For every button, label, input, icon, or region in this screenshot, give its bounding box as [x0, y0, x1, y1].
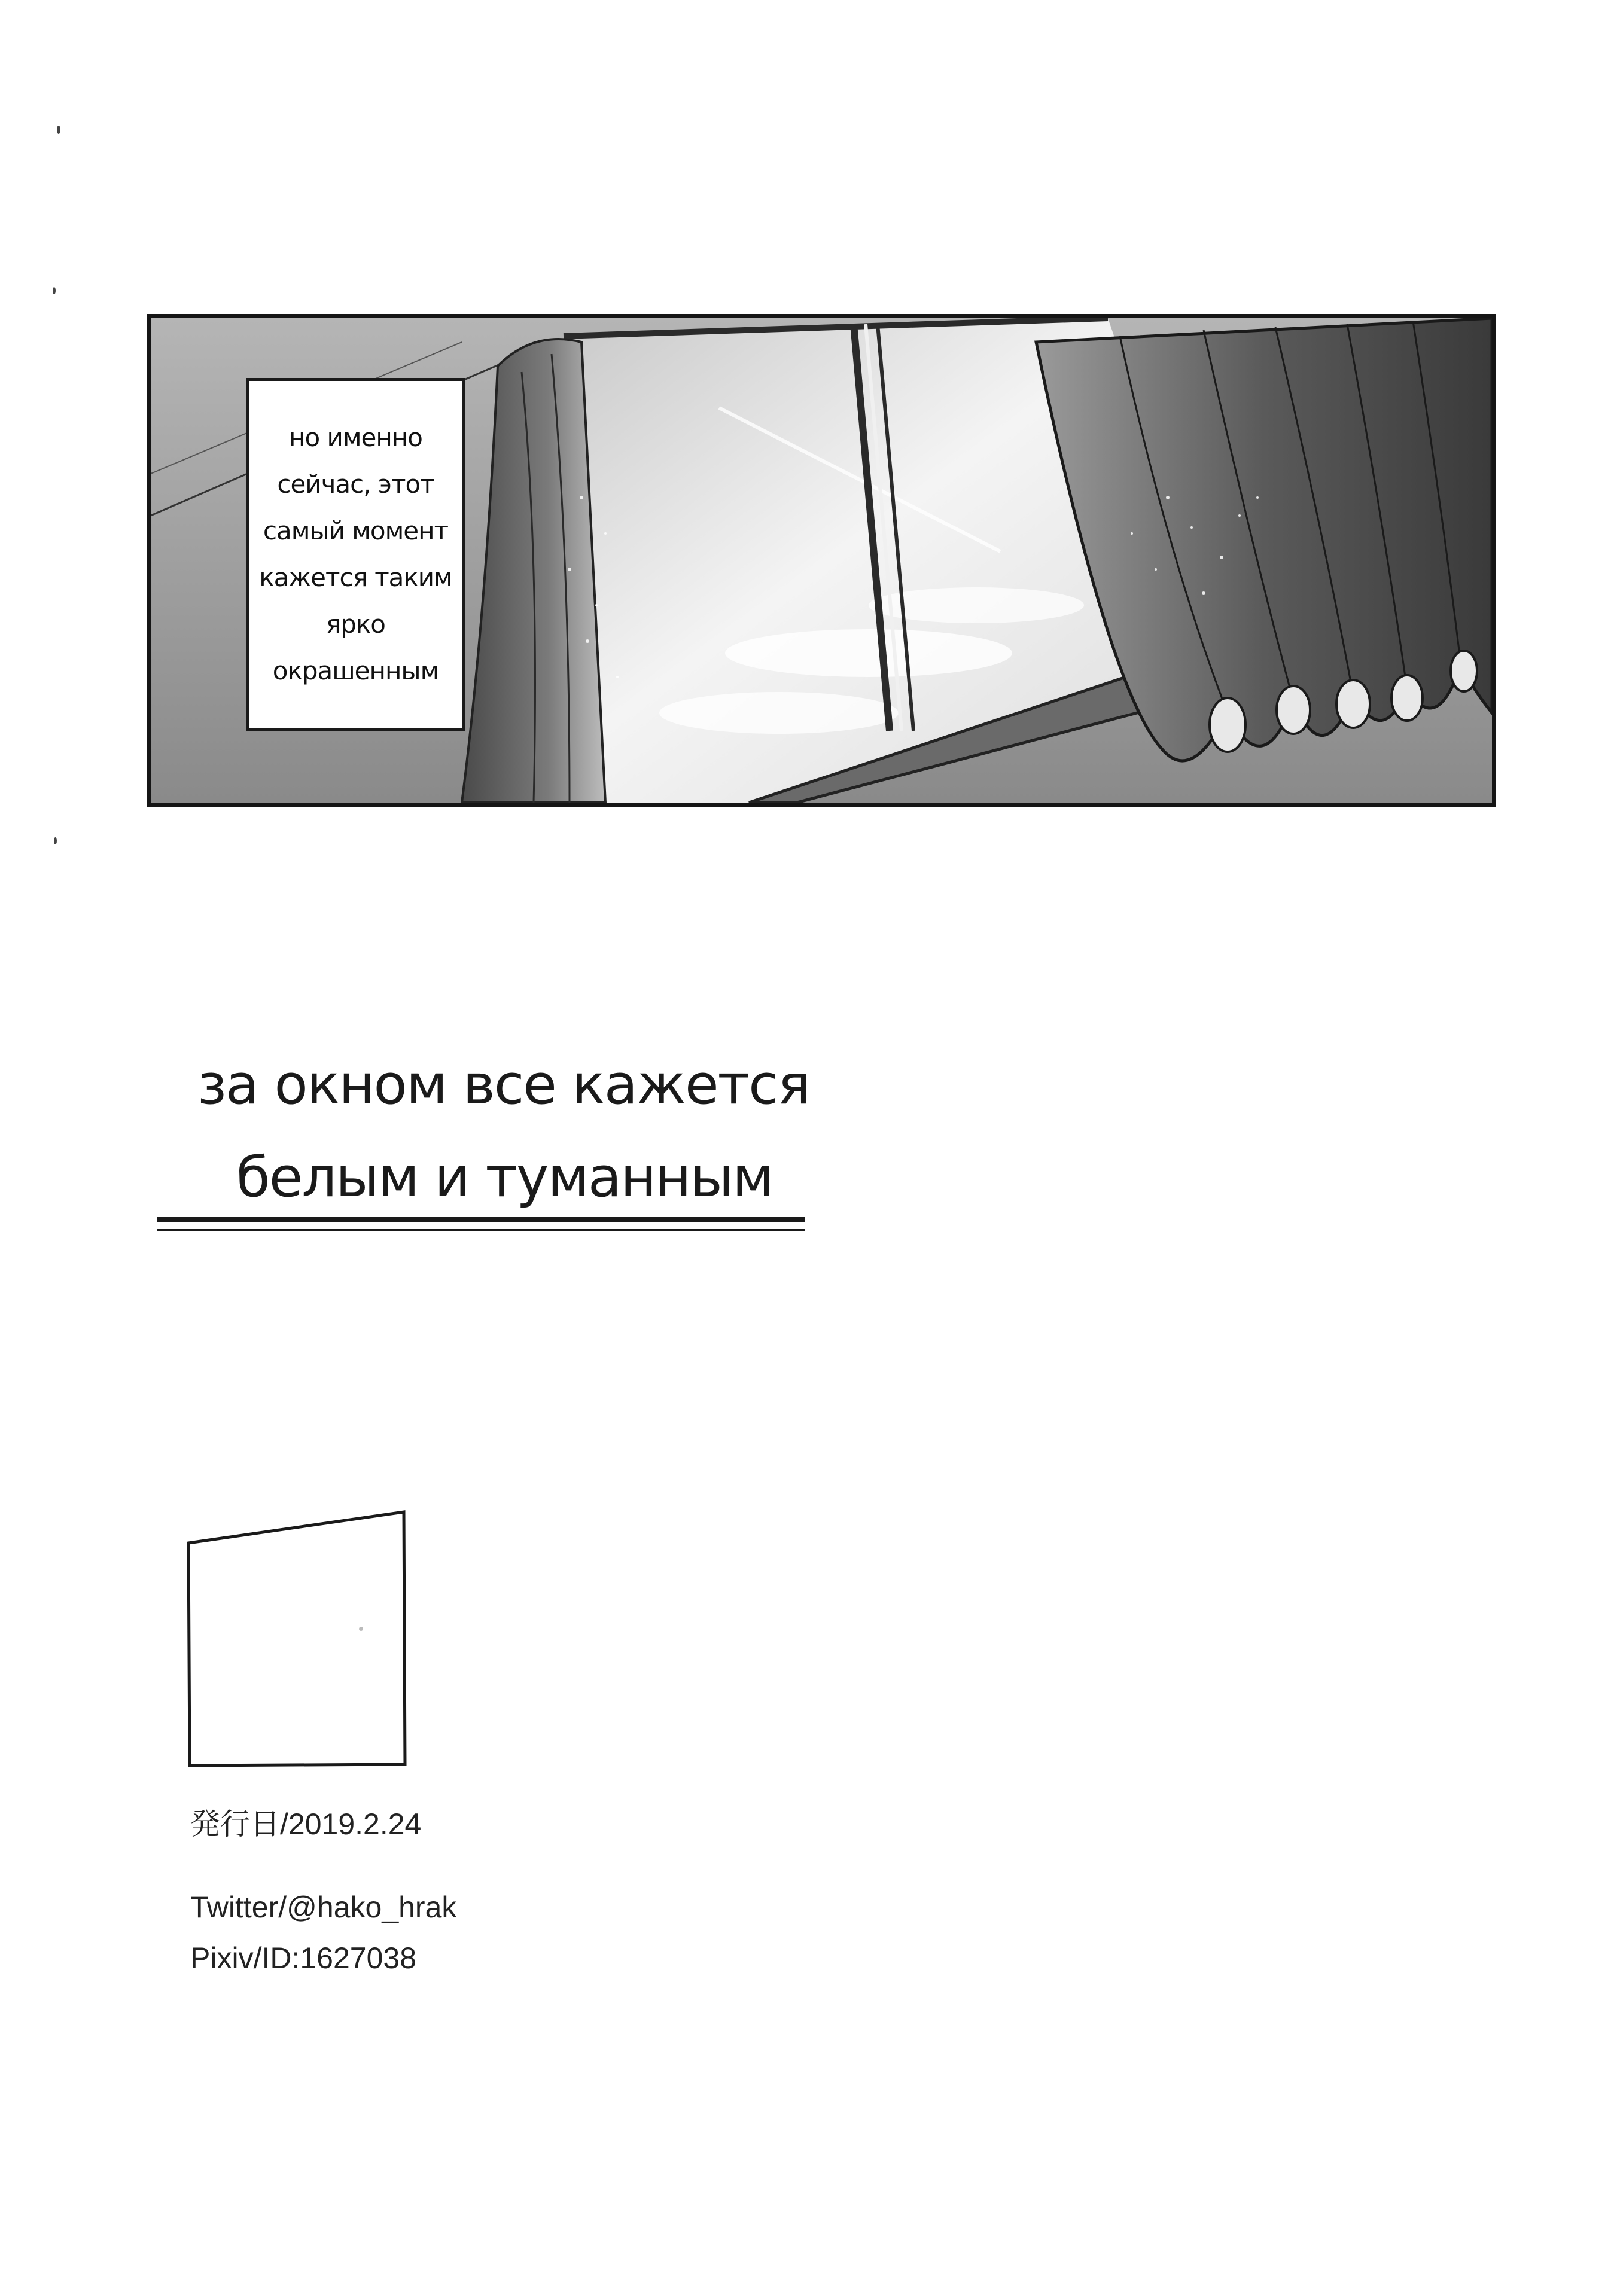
title-underline-thick	[157, 1217, 805, 1222]
caption-line: ярко	[326, 609, 385, 639]
caption-line: но именно	[289, 423, 422, 452]
speck	[54, 837, 57, 844]
speck	[359, 1627, 363, 1631]
window-panel	[147, 314, 1496, 807]
title-line-1: за окном все кажется	[197, 1053, 810, 1117]
title-line-2: белым и туманным	[236, 1145, 773, 1209]
speck	[53, 287, 56, 294]
twitter-handle: Twitter/@hako_hrak	[190, 1891, 457, 1924]
caption-box	[246, 378, 465, 731]
empty-frame	[182, 1507, 410, 1770]
title-underline-thin	[157, 1229, 805, 1231]
caption-line: самый момент	[263, 516, 449, 545]
speck	[57, 126, 60, 134]
publication-date: 発行日/2019.2.24	[190, 1807, 422, 1841]
caption-line: окрашенным	[272, 656, 439, 685]
caption-line: сейчас, этот	[277, 469, 434, 499]
pixiv-id: Pixiv/ID:1627038	[190, 1941, 417, 1975]
caption-line: кажется таким	[259, 563, 452, 592]
